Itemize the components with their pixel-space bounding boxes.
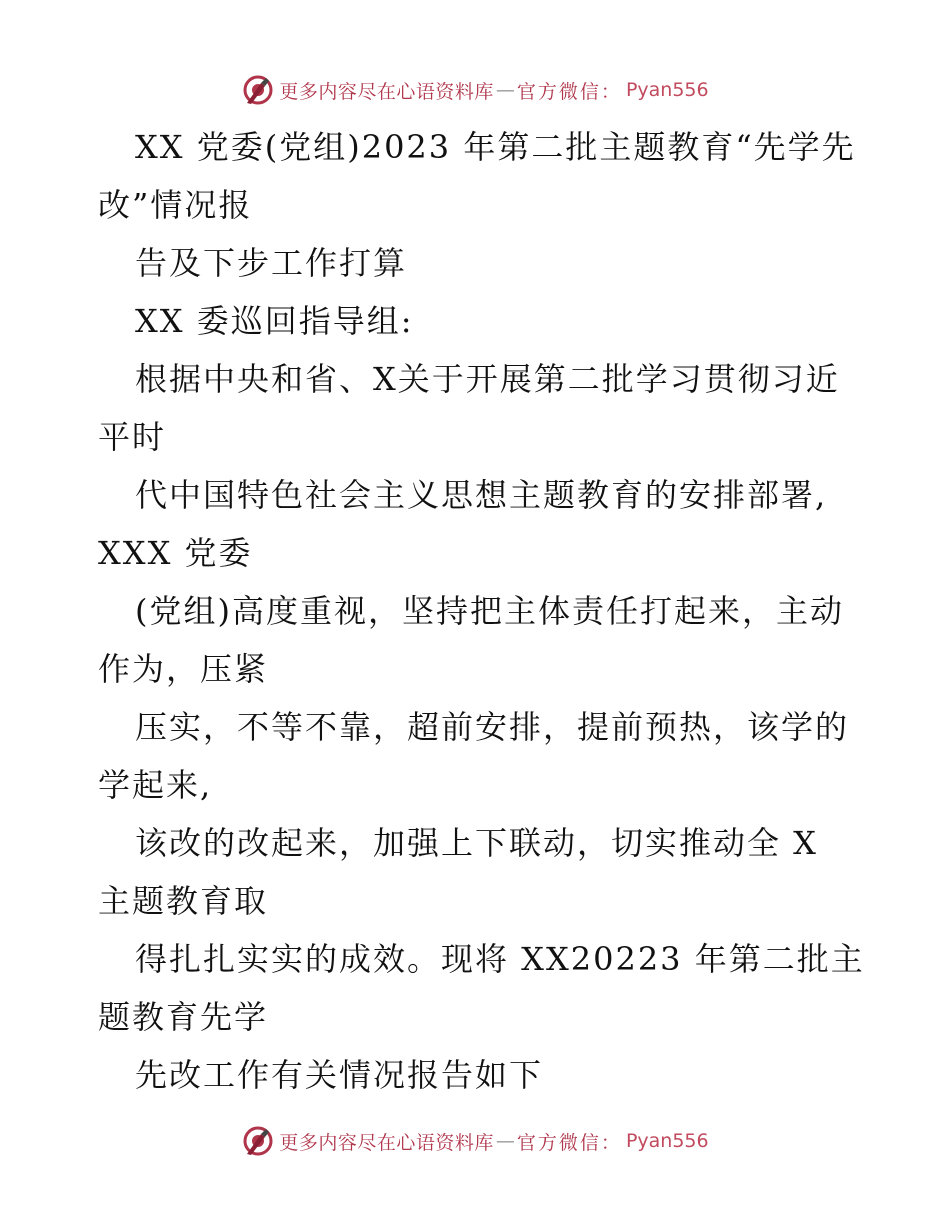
document-body bbox=[98, 118, 865, 1104]
watermark-label: 官方微信： bbox=[516, 1131, 622, 1154]
pen-logo-icon bbox=[241, 1124, 275, 1158]
text-line: (党组)高度重视，坚持把主体责任打起来，主动 bbox=[135, 592, 844, 630]
footer-watermark bbox=[0, 1121, 950, 1161]
text-line: 学起来, bbox=[98, 766, 213, 804]
watermark-id: Pyan556 bbox=[625, 79, 709, 101]
watermark-label: 官方微信： bbox=[516, 80, 622, 103]
text-line: 主题教育取 bbox=[98, 882, 269, 920]
watermark-site-text: 更多内容尽在心语资料库 bbox=[279, 80, 494, 103]
text-line: XXX 党委 bbox=[98, 534, 253, 572]
text-line: 先改工作有关情况报告如下 bbox=[135, 1056, 544, 1094]
text-line: 压实，不等不靠，超前安排，提前预热，该学的 bbox=[135, 708, 850, 746]
watermark-id: Pyan556 bbox=[625, 1130, 709, 1152]
watermark-dash: — bbox=[495, 79, 515, 101]
text-line: 根据中央和省、X关于开展第二批学习贯彻习近 bbox=[135, 360, 840, 398]
pen-logo-icon bbox=[241, 73, 275, 107]
text-line: XX 委巡回指导组: bbox=[135, 302, 414, 340]
watermark-site-text: 更多内容尽在心语资料库 bbox=[279, 1131, 494, 1154]
text-line: 作为，压紧 bbox=[98, 650, 269, 688]
text-line: 平时 bbox=[98, 418, 167, 456]
text-line: 该改的改起来，加强上下联动，切实推动全 X bbox=[135, 824, 818, 862]
watermark-dash: — bbox=[495, 1130, 515, 1152]
text-line: 题教育先学 bbox=[98, 998, 269, 1036]
text-line: XX 党委(党组)2023 年第二批主题教育“先学先 bbox=[135, 128, 856, 166]
text-line: 代中国特色社会主义思想主题教育的安排部署, bbox=[135, 476, 828, 514]
header-watermark bbox=[0, 70, 950, 110]
text-line: 得扎扎实实的成效。现将 XX20223 年第二批主 bbox=[135, 940, 865, 978]
text-line: 改”情况报 bbox=[98, 186, 253, 224]
text-line: 告及下步工作打算 bbox=[135, 244, 408, 282]
